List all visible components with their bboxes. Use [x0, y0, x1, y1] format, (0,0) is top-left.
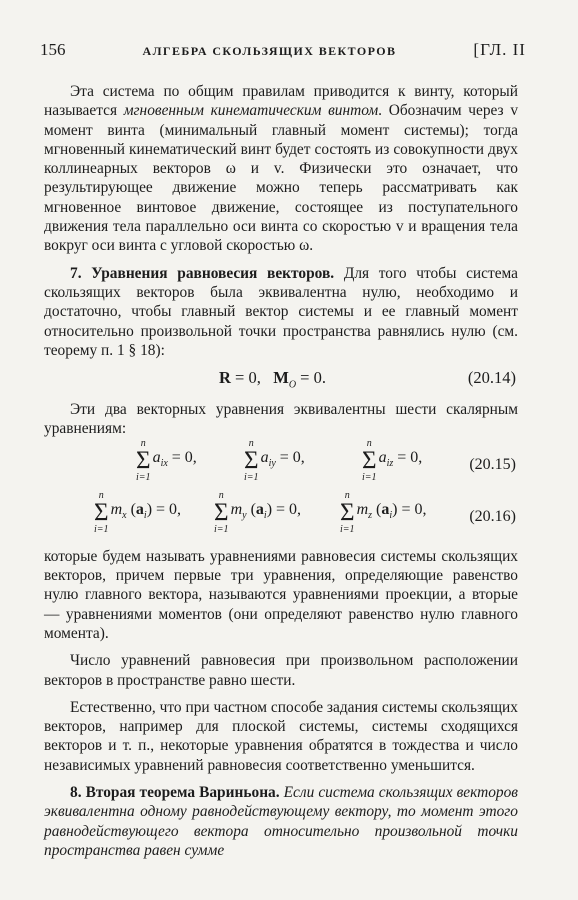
equation-number: (20.14) — [467, 368, 516, 388]
sigma-symbol: n Σ i=1 — [340, 489, 355, 535]
equation-20-16 — [44, 491, 518, 543]
sum-term: n Σ i=1 $m_z$ $(a_i) = 0$, — [340, 489, 427, 535]
equation-math: R = 0, $M_O = 0$. — [219, 368, 326, 391]
paragraph-text: Эта система по общим правилам приводится к винту, который называется — [44, 83, 518, 120]
sigma-symbol: n Σ i=1 — [244, 437, 259, 483]
paragraph-equilibrium: которые будем называть уравнениями равновесия системы скользящих векторов, причем первые три уравнения, определяющие равенство нулю главного вектора, называются уравнениями проекции, а вторые — уравнениями моментов (они определяют равенство нулю главного момента). — [44, 547, 518, 642]
equation-20-14 — [44, 362, 518, 392]
paragraph-six-equations: Число уравнений равновесия при произвольном расположении векторов в пространстве равно шести. — [44, 652, 518, 689]
section-text: Для того чтобы система скользящих векторов была эквивалентна нулю, необходимо и достаточно, чтобы главный вектор системы и ее главный момент относительно произвольной точки пространства равнялись нулю (см. теорему п. 1 § 18): — [44, 264, 519, 359]
paragraph-special-cases: Естественно, что при частном способе задания системы скользящих векторов, например для плоской системы, системы сходящихся векторов и т. п., некоторые уравнения обратятся в тождества и число независимых уравнений равновесия соответственно уменьшится. — [44, 698, 518, 774]
sigma-symbol: n Σ i=1 — [214, 489, 229, 535]
section-heading: 7. Уравнения равновесия векторов. — [70, 264, 335, 282]
sigma-symbol: n Σ i=1 — [136, 437, 151, 483]
paragraph-instant-screw — [44, 82, 518, 256]
section-heading: 8. Вторая теорема Вариньона. — [70, 784, 280, 802]
equation-20-15 — [44, 439, 518, 491]
sum-term: n Σ i=1 $m_x$ $(a_i) = 0$, — [94, 489, 182, 535]
section-7 — [44, 264, 518, 360]
sum-term: n Σ i=1 $a_{ix} = 0$, — [136, 437, 197, 483]
sum-term: n Σ i=1 $a_{iy} = 0$, — [244, 437, 305, 483]
running-title: АЛГЕБРА СКОЛЬЗЯЩИХ ВЕКТОРОВ — [142, 44, 397, 58]
equation-number: (20.16) — [469, 507, 516, 525]
section-8 — [44, 783, 518, 860]
italic-term: мгновенным кинематическим винтом — [123, 102, 379, 120]
sum-term: n Σ i=1 $m_y$ $(a_i) = 0$, — [214, 489, 302, 535]
equation-number: (20.15) — [469, 455, 516, 473]
page-body — [44, 82, 518, 860]
sum-term: n Σ i=1 $a_{iz} = 0$, — [362, 437, 423, 483]
paragraph-text: . Обозначим через v момент винта (минимальный главный момент системы); тогда мгновенный кинематический винт будет состоять из совокупности двух коллинеарных векторов ω и v. Физически это означает, что результирующее движение можно теперь рассматривать как мгновенное винтовое движение, состоящее из поступательного движения тела параллельно оси винта со скоростью v и вращения тела вокруг оси винта с угловой скоростью ω. — [44, 102, 519, 255]
page-header — [40, 40, 526, 64]
chapter-marker: [ГЛ. II — [473, 40, 526, 59]
paragraph-scalar-equations: Эти два векторных уравнения эквивалентны шести скалярным уравнениям: — [44, 401, 518, 438]
sigma-symbol: n Σ i=1 — [94, 489, 109, 535]
theorem-text: Если система скользящих векторов эквивалентна одному равнодействующему вектору, то момент этого равнодействующего вектора относительно произвольной точки пространства равен сумме — [44, 784, 518, 859]
page-number: 156 — [40, 40, 66, 59]
sigma-symbol: n Σ i=1 — [362, 437, 377, 483]
